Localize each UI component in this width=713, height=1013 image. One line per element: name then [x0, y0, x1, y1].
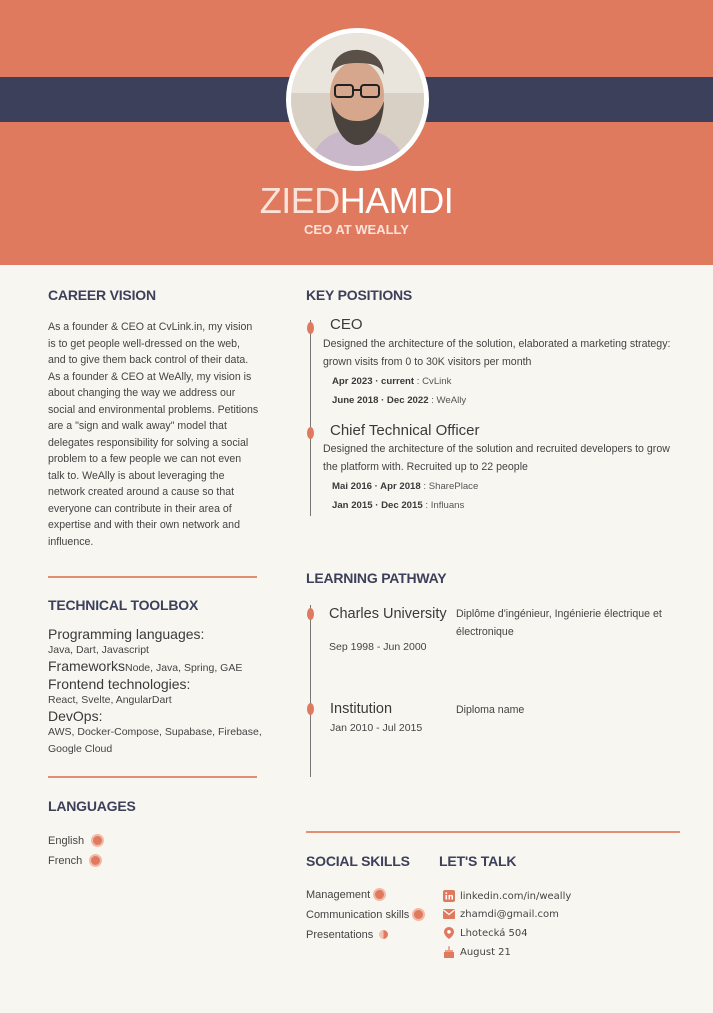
company-name: CvLink: [422, 376, 452, 387]
profile-photo: [286, 28, 429, 171]
skill-name: Presentations: [306, 928, 374, 941]
section-divider: [48, 576, 257, 578]
tool-category: Frameworks: [48, 658, 126, 674]
company-name: SharePlace: [428, 481, 479, 492]
contact-text: zhamdi@gmail.com: [460, 908, 559, 920]
full-name: [0, 180, 713, 222]
tool-category: Programming languages:: [48, 626, 205, 642]
skill-item: [306, 888, 386, 901]
skill-name: Communication skills: [306, 908, 410, 921]
school-name: Institution: [330, 701, 393, 717]
skill-name: Management: [306, 888, 371, 901]
language-level-indicator: [91, 834, 104, 847]
contact-birthday: [443, 946, 511, 958]
diploma-name: Diplôme d'ingénieur, Ingénierie électrique et électronique: [456, 608, 662, 638]
company-name: Influans: [430, 500, 465, 511]
education-dates: Sep 1998 - Jun 2000: [329, 641, 427, 653]
tool-values: Java, Dart, Javascript: [48, 644, 149, 656]
birthday-cake-icon: [443, 946, 455, 958]
skill-item: [306, 908, 425, 921]
contact-text: linkedin.com/in/weally: [460, 890, 572, 902]
skill-level-indicator: [412, 908, 425, 921]
timeline-dot: [307, 427, 314, 439]
career-vision-text: As a founder & CEO at CvLink.in, my vision is to get people well-dressed on the web, and to give them back control of their data. As a founder & CEO at WeAlly, my vision is about changing the way we address our social and environmental problems. Petitions are a "sign and walk away" model that delegates responsibility for solving a social problem to a few people we can not even talk to. WeAlly is about leveraging the network created around a cause so that everyone can contribute in their area of expertise and with their own network and influence.: [48, 321, 259, 548]
skill-level-indicator: [373, 888, 386, 901]
position-period: Apr 2023 · current : CvLink: [332, 376, 452, 387]
position-description: Designed the architecture of the solution and recruited developers to grow the platform with. Recruited up to 22 people: [323, 443, 670, 473]
timeline-dot: [307, 608, 314, 620]
diploma-name: Diploma name: [456, 704, 525, 716]
timeline-dot: [307, 322, 314, 334]
timeline-line: [310, 320, 311, 516]
career-vision-heading: CAREER VISION: [48, 287, 156, 303]
language-name: English: [48, 834, 85, 847]
contact-address: [443, 927, 528, 939]
period-dates: June 2018 · Dec 2022: [332, 395, 429, 406]
period-dates: Apr 2023 · current: [332, 376, 415, 387]
position-period: June 2018 · Dec 2022 : WeAlly: [332, 395, 467, 406]
position-period: Jan 2015 · Dec 2015 : Influans: [332, 500, 465, 511]
tool-category: Frontend technologies:: [48, 676, 191, 692]
position-period: Mai 2016 · Apr 2018 : SharePlace: [332, 481, 479, 492]
avatar: [291, 33, 424, 166]
education-dates: Jan 2010 - Jul 2015: [330, 722, 423, 734]
language-item: [48, 854, 102, 867]
linkedin-icon: [443, 890, 455, 902]
mail-icon: [443, 908, 455, 920]
technical-toolbox-heading: TECHNICAL TOOLBOX: [48, 597, 199, 613]
lets-talk-heading: LET'S TALK: [439, 853, 517, 869]
period-dates: Jan 2015 · Dec 2015: [332, 500, 423, 511]
toolbox-list: [48, 627, 263, 758]
school-name: Charles University: [329, 606, 447, 622]
tool-values: Node, Java, Spring, GAE: [125, 662, 243, 674]
tool-values: React, Svelte, AngularDart: [48, 694, 172, 706]
contact-text: Lhotecká 504: [460, 927, 528, 939]
key-positions-heading: KEY POSITIONS: [306, 287, 413, 303]
first-name: ZIED: [259, 180, 340, 221]
contact-text: August 21: [460, 946, 511, 958]
last-name: HAMDI: [339, 180, 454, 221]
language-name: French: [48, 854, 83, 867]
company-name: WeAlly: [436, 395, 467, 406]
languages-heading: LANGUAGES: [48, 798, 136, 814]
learning-pathway-heading: LEARNING PATHWAY: [306, 570, 447, 586]
job-role: CEO AT WEALLY: [304, 222, 409, 237]
tool-values: AWS, Docker-Compose, Supabase, Firebase, Google Cloud: [48, 726, 262, 755]
skill-level-indicator: [377, 928, 390, 941]
timeline-dot: [307, 703, 314, 715]
contact-email[interactable]: [443, 908, 559, 920]
language-item: [48, 834, 104, 847]
contact-linkedin[interactable]: [443, 890, 571, 902]
social-skills-heading: SOCIAL SKILLS: [306, 853, 410, 869]
position-title: Chief Technical Officer: [330, 422, 480, 439]
section-divider: [306, 831, 680, 833]
section-divider: [48, 776, 257, 778]
position-description: Designed the architecture of the solution, elaborated a marketing strategy: grown visits from 0 to 30K visitors per month: [323, 338, 671, 368]
language-level-indicator: [89, 854, 102, 867]
position-title: CEO: [330, 316, 363, 333]
tool-category: DevOps:: [48, 708, 103, 724]
location-pin-icon: [443, 927, 455, 939]
period-dates: Mai 2016 · Apr 2018: [332, 481, 421, 492]
skill-item: [306, 928, 390, 941]
timeline-line: [310, 605, 311, 777]
